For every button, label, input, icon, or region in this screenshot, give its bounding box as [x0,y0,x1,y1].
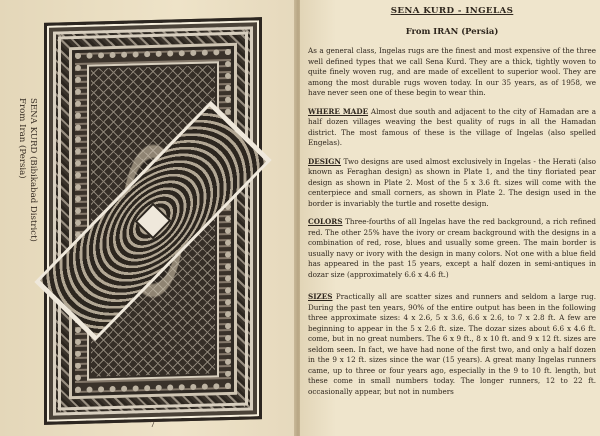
caption-line-2: From Iran (Persia) [17,98,27,179]
rug-photograph [44,17,262,425]
section-where-made [308,107,596,149]
page-number: 7 [150,420,156,429]
section-text: Two designs are used almost exclusively in Ingelas - the Herati (also known as Feraghan design) as shown in Plate 1, and the tiny floriated pear design as shown in Plate 2. Most of the 5 x 3.6 ft. sizes will come with the centerpiece and small corners, as shown in Plate 2. The design used in the border is invariably the turtle and rosette design. [308,156,596,208]
section-text: Practically all are scatter sizes and runners and seldom a large rug. During the past ten years, 90% of the entire output has been in the following three approximate sizes: 4 x 2.6, 5 x 3.6, 6.6 x 2.6, to 7 x 2.8 ft. A few are beginning to appear in the 5 x 2.6 ft. size. The dozar sizes about 6.6 x 4.6 ft. come, but in no great numbers. The 6 x 9 ft., 8 x 10 ft. and 9 x 12 ft. sizes are seldom seen. In fact, we have had none of the first two, and only a half dozen in the 9 x 12 ft. sizes since the war (15 years). A great many Ingelas runners came, up to three or four years ago, especially in the 9 to 10 ft. length, but these come in small numbers today. The longer runners, 12 to 22 ft. occasionally appear, but not in numbers [308,292,596,396]
section-text: Almost due south and adjacent to the city of Hamadan are a half dozen villages weaving the best quality of rugs in all the Hamadan district. The most famous of these is the village of Ingelas (also spelled Engelas). [308,106,596,147]
section-text: Three-fourths of all Ingelas have the red background, a rich refined red. The other 25% have the ivory or cream background with the designs in a combination of red, rose, blues and usually some green. The main border is usually navy or ivory with the design in many colors. Not one with a blue field has appeared in the past 15 years, except a half dozen in semi-antiques in dozar size (approximately 6.6 x 4.6 ft.) [308,217,596,279]
left-page [0,0,296,436]
section-heading: COLORS [308,217,343,226]
article-body [308,4,596,397]
section-colors [308,217,596,280]
right-page [300,0,600,436]
section-design [308,157,596,210]
section-sizes [308,292,596,397]
photo-caption [14,98,38,348]
section-heading: WHERE MADE [308,106,369,116]
section-heading: SIZES [308,292,333,301]
page-subtitle: From IRAN (Persia) [405,26,499,36]
caption-line-1: SENA KURD (Bibikabad District) [28,98,38,242]
section-heading: DESIGN [308,156,341,166]
page-title: SENA KURD - INGELAS [390,6,514,16]
intro-paragraph: As a general class, Ingelas rugs are the finest and most expensive of the three well defined types that we call Sena Kurd. They are a thick, tightly woven to quite finely woven rug, and are made of excellent to superior wool. They are among the most durable rugs woven today. In our 35 years, as of 1958, we have never seen one of these begin to wear thin. [308,46,596,97]
